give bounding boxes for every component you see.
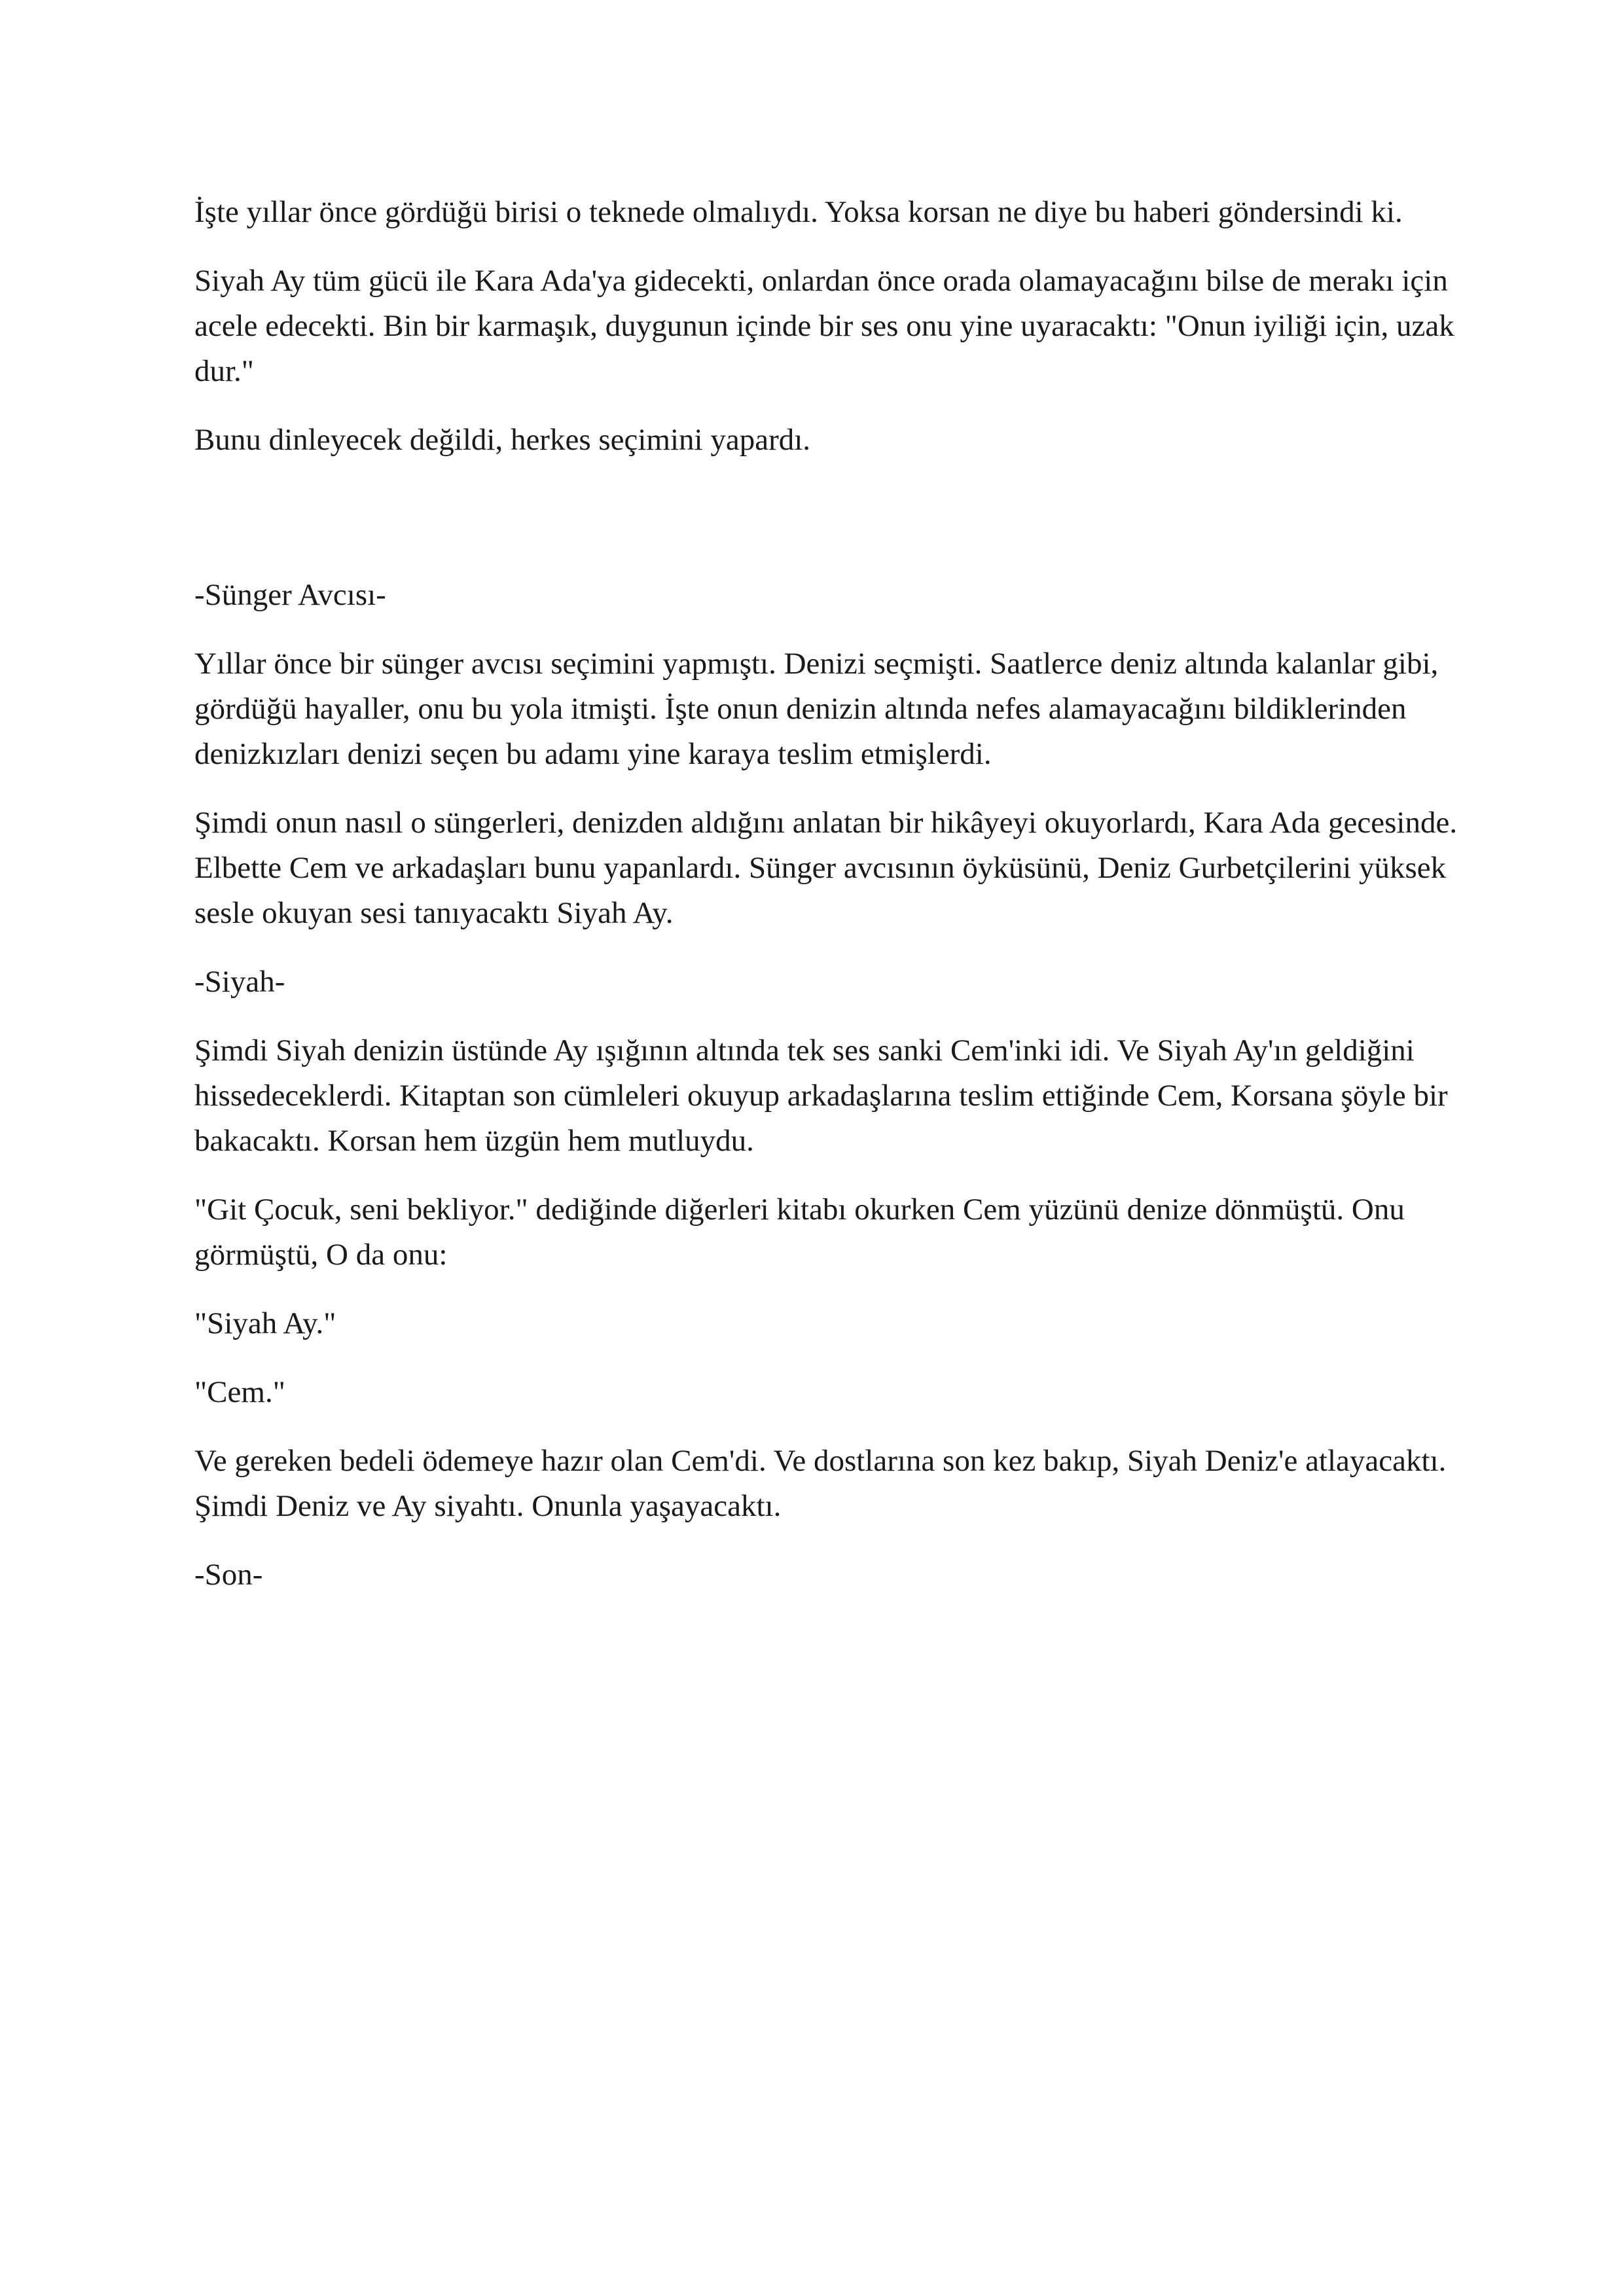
closing-marker: -Son- bbox=[194, 1558, 263, 1592]
paragraph: Siyah Ay tüm gücü ile Kara Ada'ya gidecekti, onlardan önce orada olamayacağını bilse de merakı için acele edecekti. Bin bir karmaşık, duygunun içinde bir ses onu yine uyaracaktı: "Onun iyiliği için, uzak dur." bbox=[194, 264, 1454, 388]
section-heading: -Sünger Avcısı- bbox=[194, 578, 386, 612]
paragraph: "Siyah Ay." bbox=[194, 1306, 336, 1340]
paragraph: Ve gereken bedeli ödemeye hazır olan Cem'di. Ve dostlarına son kez bakıp, Siyah Deniz'e atlayacaktı. Şimdi Deniz ve Ay siyahtı. Onunla yaşayacaktı. bbox=[194, 1444, 1447, 1523]
paragraph: Bunu dinleyecek değildi, herkes seçimini yapardı. bbox=[194, 423, 811, 457]
document-body bbox=[194, 190, 1477, 1621]
section-heading: -Siyah- bbox=[194, 965, 285, 999]
paragraph: Şimdi Siyah denizin üstünde Ay ışığının altında tek ses sanki Cem'inki idi. Ve Siyah Ay'ın geldiğini hissedeceklerdi. Kitaptan son cümleleri okuyup arkadaşlarına teslim ettiğinde Cem, Korsana şöyle bir bakacaktı. Korsan hem üzgün hem mutluydu. bbox=[194, 1033, 1448, 1158]
paragraph: Şimdi onun nasıl o süngerleri, denizden aldığını anlatan bir hikâyeyi okuyorlardı, Kara Ada gecesinde. Elbette Cem ve arkadaşları bunu yapanlardı. Sünger avcısının öyküsünü, Deniz Gurbetçilerini yüksek sesle okuyan sesi tanıyacaktı Siyah Ay. bbox=[194, 806, 1458, 930]
paragraph: İşte yıllar önce gördüğü birisi o teknede olmalıydı. Yoksa korsan ne diye bu haberi göndersindi ki. bbox=[194, 195, 1403, 229]
paragraph: "Git Çocuk, seni bekliyor." dediğinde diğerleri kitabı okurken Cem yüzünü denize dönmüştü. Onu görmüştü, O da onu: bbox=[194, 1193, 1405, 1272]
paragraph: "Cem." bbox=[194, 1375, 285, 1409]
paragraph: Yıllar önce bir sünger avcısı seçimini yapmıştı. Denizi seçmişti. Saatlerce deniz altında kalanlar gibi, gördüğü hayaller, onu bu yola itmişti. İşte onun denizin altında nefes alamayacağını bildiklerinden denizkızları denizi seçen bu adamı yine karaya teslim etmişlerdi. bbox=[194, 647, 1439, 771]
